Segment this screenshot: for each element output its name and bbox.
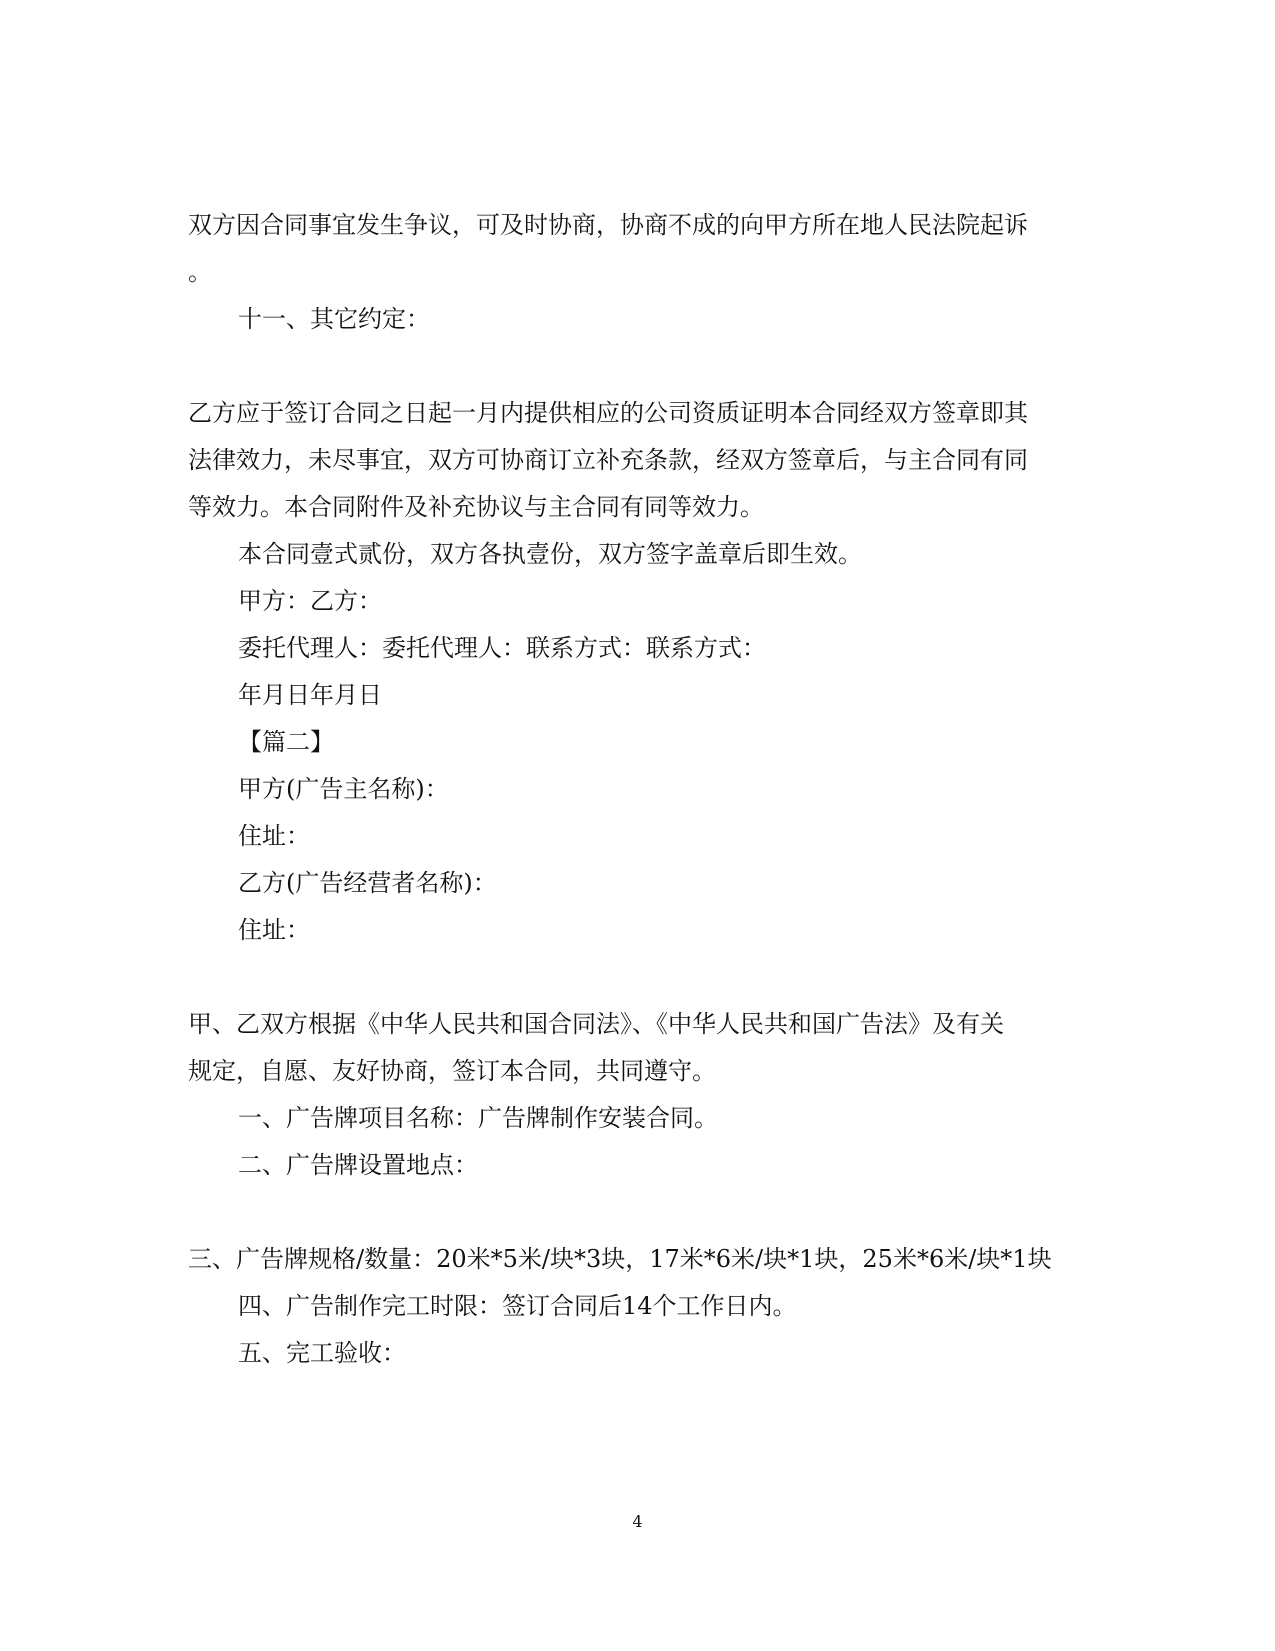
paragraph-dispute: 双方因合同事宜发生争议，可及时协商，协商不成的向甲方所在地人民法院起诉	[188, 211, 1028, 239]
paragraph-dispute-end: 。	[188, 258, 212, 286]
paragraph-copies: 本合同壹式贰份，双方各执壹份，双方签字盖章后即生效。	[238, 540, 862, 568]
date-line: 年月日年月日	[238, 681, 382, 709]
clause-specifications: 三、广告牌规格/数量：20米*5米/块*3块，17米*6米/块*1块，25米*6米/块*1块	[188, 1245, 1052, 1273]
paragraph-legal-basis-1: 甲、乙双方根据《中华人民共和国合同法》、《中华人民共和国广告法》及有关	[188, 1010, 1004, 1038]
clause-location: 二、广告牌设置地点：	[238, 1151, 478, 1179]
section-heading-part-two: 【篇二】	[238, 728, 334, 756]
clause-project-name: 一、广告牌项目名称：广告牌制作安装合同。	[238, 1104, 718, 1132]
paragraph-legal-basis-2: 规定，自愿、友好协商，签订本合同，共同遵守。	[188, 1057, 716, 1085]
paragraph-qualification-3: 等效力。本合同附件及补充协议与主合同有同等效力。	[188, 493, 764, 521]
clause-completion-time: 四、广告制作完工时限：签订合同后14个工作日内。	[238, 1292, 797, 1320]
paragraph-qualification-1: 乙方应于签订合同之日起一月内提供相应的公司资质证明本合同经双方签章即其	[188, 399, 1028, 427]
party-b-name-line: 乙方(广告经营者名称)：	[238, 869, 497, 897]
clause-acceptance: 五、完工验收：	[238, 1339, 406, 1367]
page-number: 4	[632, 1512, 643, 1531]
paragraph-qualification-2: 法律效力，未尽事宜，双方可协商订立补充条款，经双方签章后，与主合同有同	[188, 446, 1028, 474]
party-a-address-line: 住址：	[238, 822, 310, 850]
heading-other-agreements: 十一、其它约定：	[238, 305, 430, 333]
party-b-address-line: 住址：	[238, 916, 310, 944]
party-a-name-line: 甲方(广告主名称)：	[238, 775, 449, 803]
parties-line: 甲方：乙方：	[238, 587, 382, 615]
agents-line: 委托代理人：委托代理人：联系方式：联系方式：	[238, 634, 766, 662]
